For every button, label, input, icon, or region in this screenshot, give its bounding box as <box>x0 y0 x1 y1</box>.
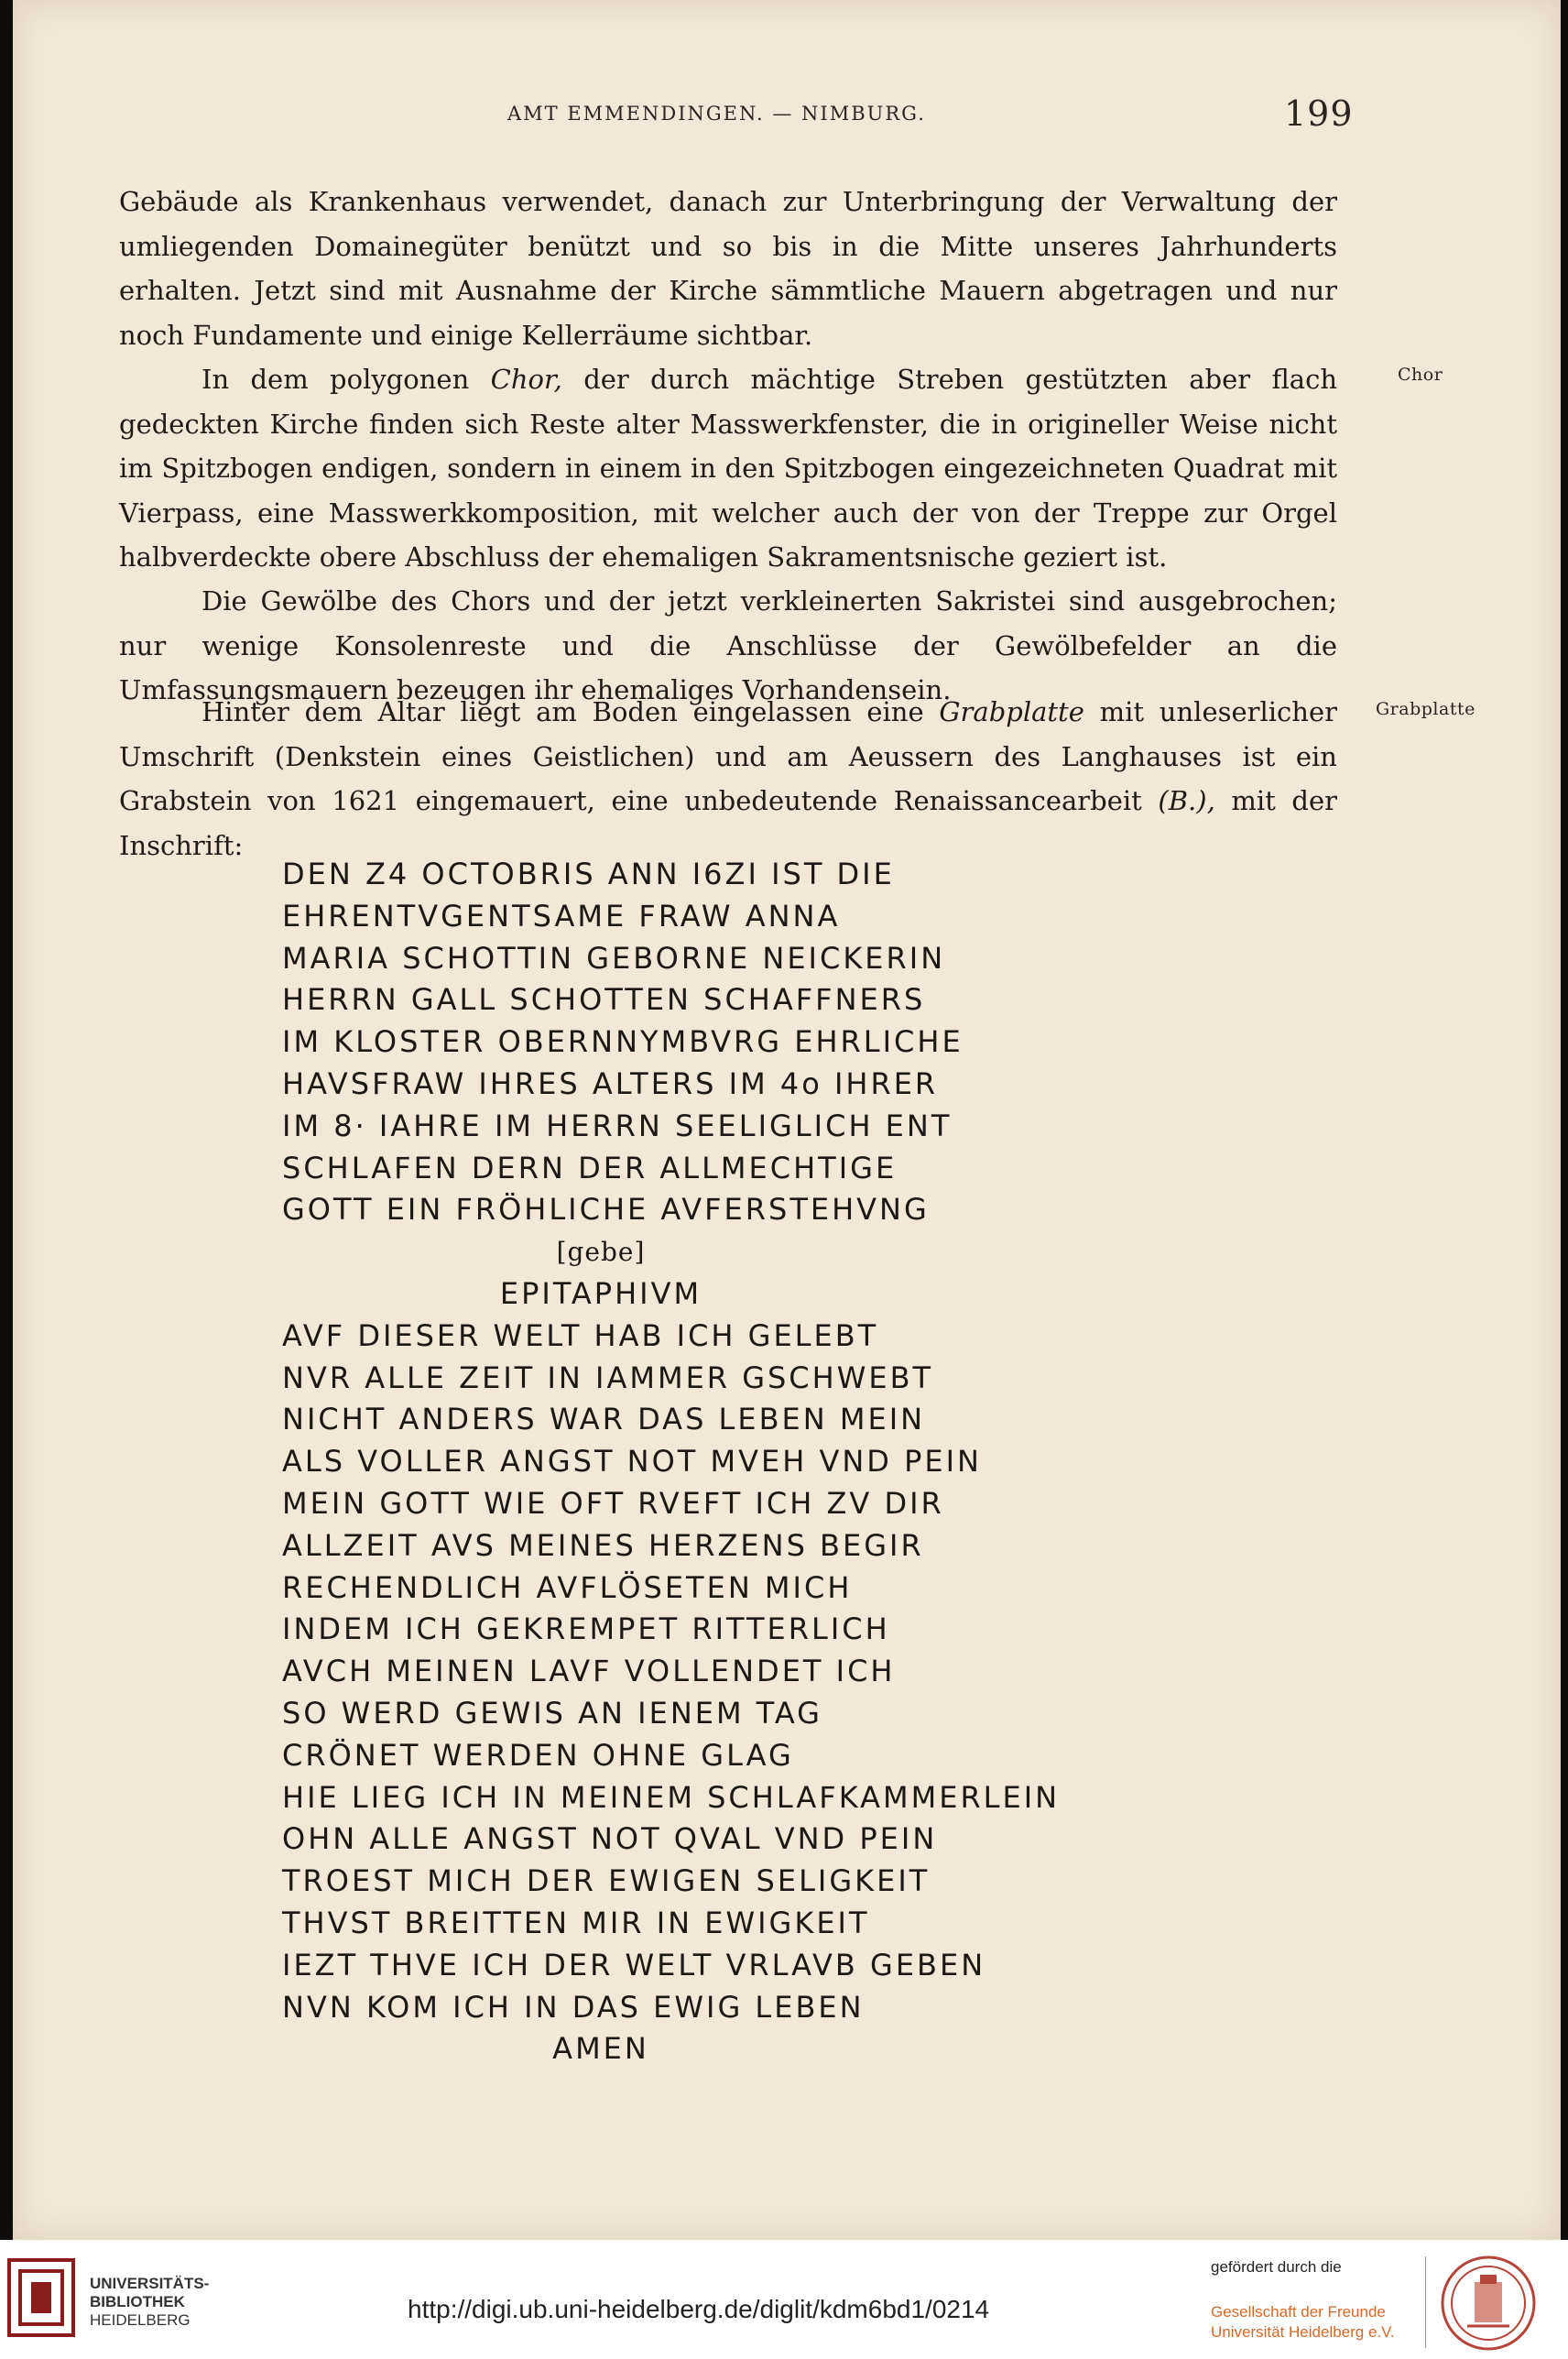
paragraph-4 <box>119 690 1337 868</box>
verse-line: IEZT THVE ICH DER WELT VRLAVB GEBEN <box>282 1947 986 1982</box>
verse-line: NICHT ANDERS WAR DAS LEBEN MEIN <box>282 1402 926 1437</box>
footer-divider <box>1425 2256 1426 2348</box>
verse-line: THVST BREITTEN MIR IN EWIGKEIT <box>282 1905 870 1940</box>
inscription-line: GOTT EIN FRÖHLICHE AVFERSTEHVNG <box>282 1192 930 1228</box>
library-name-line1: UNIVERSITÄTS- <box>90 2275 210 2292</box>
verse-line: RECHENDLICH AVFLÖSETEN MICH <box>282 1569 853 1605</box>
university-library-logo-icon <box>5 2256 77 2339</box>
inscription-line: IM KLOSTER OBERNNYMBVRG EHRLICHE <box>282 1024 964 1060</box>
verse-line: CRÖNET WERDEN OHNE GLAG <box>282 1737 794 1773</box>
inscription-line: HAVSFRAW IHRES ALTERS IM 4o IHRER <box>282 1065 939 1101</box>
sponsor-name <box>1211 2302 1395 2343</box>
inscription-line: IM 8· IAHRE IM HERRN SEELIGLICH ENT <box>282 1108 953 1143</box>
verse-line: ALS VOLLER ANGST NOT MVEH VND PEIN <box>282 1444 982 1480</box>
book-page <box>13 0 1561 2240</box>
author-initial: (B.), <box>1158 785 1215 816</box>
permalink-url[interactable]: http://digi.ub.uni-heidelberg.de/diglit/kdm6bd1/0214 <box>408 2295 990 2323</box>
paragraph-1 <box>119 180 1337 357</box>
verse-line: HIE LIEG ICH IN MEINEM SCHLAFKAMMERLEIN <box>282 1779 1061 1815</box>
page-number: 199 <box>1284 93 1354 134</box>
verse-line: ALLZEIT AVS MEINES HERZENS BEGIR <box>282 1527 924 1563</box>
paragraph-4-text-c: mit der Inschrift: <box>119 785 1338 861</box>
sponsor-intro: gefördert durch die <box>1211 2258 1342 2276</box>
verse-line: SO WERD GEWIS AN IENEM TAG <box>282 1695 822 1731</box>
paragraph-3-text: Die Gewölbe des Chors und der jetzt verkleinerten Sakristei sind ausgebrochen; nur wenige Konsolenreste und die Anschlüsse der Gewölbefelder an die Umfassungsmauern bezeugen ihr ehemaliges Vorhandensein. <box>119 585 1337 705</box>
amen-line: AMEN <box>552 2031 649 2067</box>
editorial-insertion: [gebe] <box>556 1237 646 1268</box>
margin-note-chor: Chor <box>1398 365 1443 385</box>
paragraph-2 <box>119 357 1337 580</box>
verse-line: INDEM ICH GEKREMPET RITTERLICH <box>282 1611 890 1647</box>
verse-line: MEIN GOTT WIE OFT RVEFT ICH ZV DIR <box>282 1485 944 1521</box>
library-name-line3: HEIDELBERG <box>90 2311 191 2329</box>
inscription-line: MARIA SCHOTTIN GEBORNE NEICKERIN <box>282 940 946 976</box>
paragraph-2-text-b: der durch mächtige Streben gestützten aber flach gedeckten Kirche finden sich Reste alter Masswerkfenster, die in origineller Weise nicht im Spitzbogen endigen, sondern in einem in den Spitzbogen eingezeichneten Quadrat mit Vierpass, eine Masswerkkomposition, mit welcher auch der von der Treppe zur Orgel halbverdeckte obere Abschluss der ehemaligen Sakramentsnische geziert ist. <box>119 364 1338 573</box>
sponsor-name-line2: Universität Heidelberg e.V. <box>1211 2323 1395 2341</box>
inscription-line: HERRN GALL SCHOTTEN SCHAFFNERS <box>282 982 926 1018</box>
sponsor-name-line1: Gesellschaft der Freunde <box>1211 2303 1386 2321</box>
inscription-line: SCHLAFEN DERN DER ALLMECHTIGE <box>282 1150 898 1185</box>
verse-line: NVR ALLE ZEIT IN IAMMER GSCHWEBT <box>282 1360 934 1395</box>
margin-note-grabplatte: Grabplatte <box>1376 699 1475 719</box>
library-name-line2: BIBLIOTHEK <box>90 2293 185 2310</box>
paragraph-4-text-b: mit unleserlicher Umschrift (Denkstein eines Geistlichen) und am Aeussern des Langhauses ist ein Grabstein von 1621 eingemauert, eine unbedeutende Renaissancearbeit <box>119 696 1338 816</box>
paragraph-2-text-a: In dem polygonen <box>201 364 491 395</box>
inscription-line: EHRENTVGENTSAME FRAW ANNA <box>282 898 841 934</box>
university-seal-icon <box>1440 2255 1537 2352</box>
library-name <box>90 2275 209 2330</box>
verse-line: AVF DIESER WELT HAB ICH GELEBT <box>282 1317 879 1353</box>
paragraph-4-text-a: Hinter dem Altar liegt am Boden eingelassen eine <box>201 696 940 727</box>
inscription <box>282 854 1198 2070</box>
verse-line: AVCH MEINEN LAVF VOLLENDET ICH <box>282 1654 896 1689</box>
running-head: AMT EMMENDINGEN. — NIMBURG. <box>507 103 926 125</box>
grabplatte-term: Grabplatte <box>939 696 1084 727</box>
epitaph-title: EPITAPHIVM <box>499 1275 702 1311</box>
verse-line: NVN KOM ICH IN DAS EWIG LEBEN <box>282 1989 865 2025</box>
verse-line: OHN ALLE ANGST NOT QVAL VND PEIN <box>282 1821 938 1857</box>
verse-line: TROEST MICH DER EWIGEN SELIGKEIT <box>282 1863 931 1899</box>
inscription-line: DEN Z4 OCTOBRIS ANN I6ZI IST DIE <box>282 857 895 891</box>
chor-term: Chor, <box>490 364 562 395</box>
footer-bar <box>0 2240 1568 2359</box>
paragraph-1-text: Gebäude als Krankenhaus verwendet, danach zur Unterbringung der Verwaltung der umliegenden Domainegüter benützt und so bis in die Mitte unseres Jahrhunderts erhalten. Jetzt sind mit Ausnahme der Kirche sämmtliche Mauern abgetragen und nur noch Fundamente und einige Kellerräume sichtbar. <box>119 186 1337 351</box>
